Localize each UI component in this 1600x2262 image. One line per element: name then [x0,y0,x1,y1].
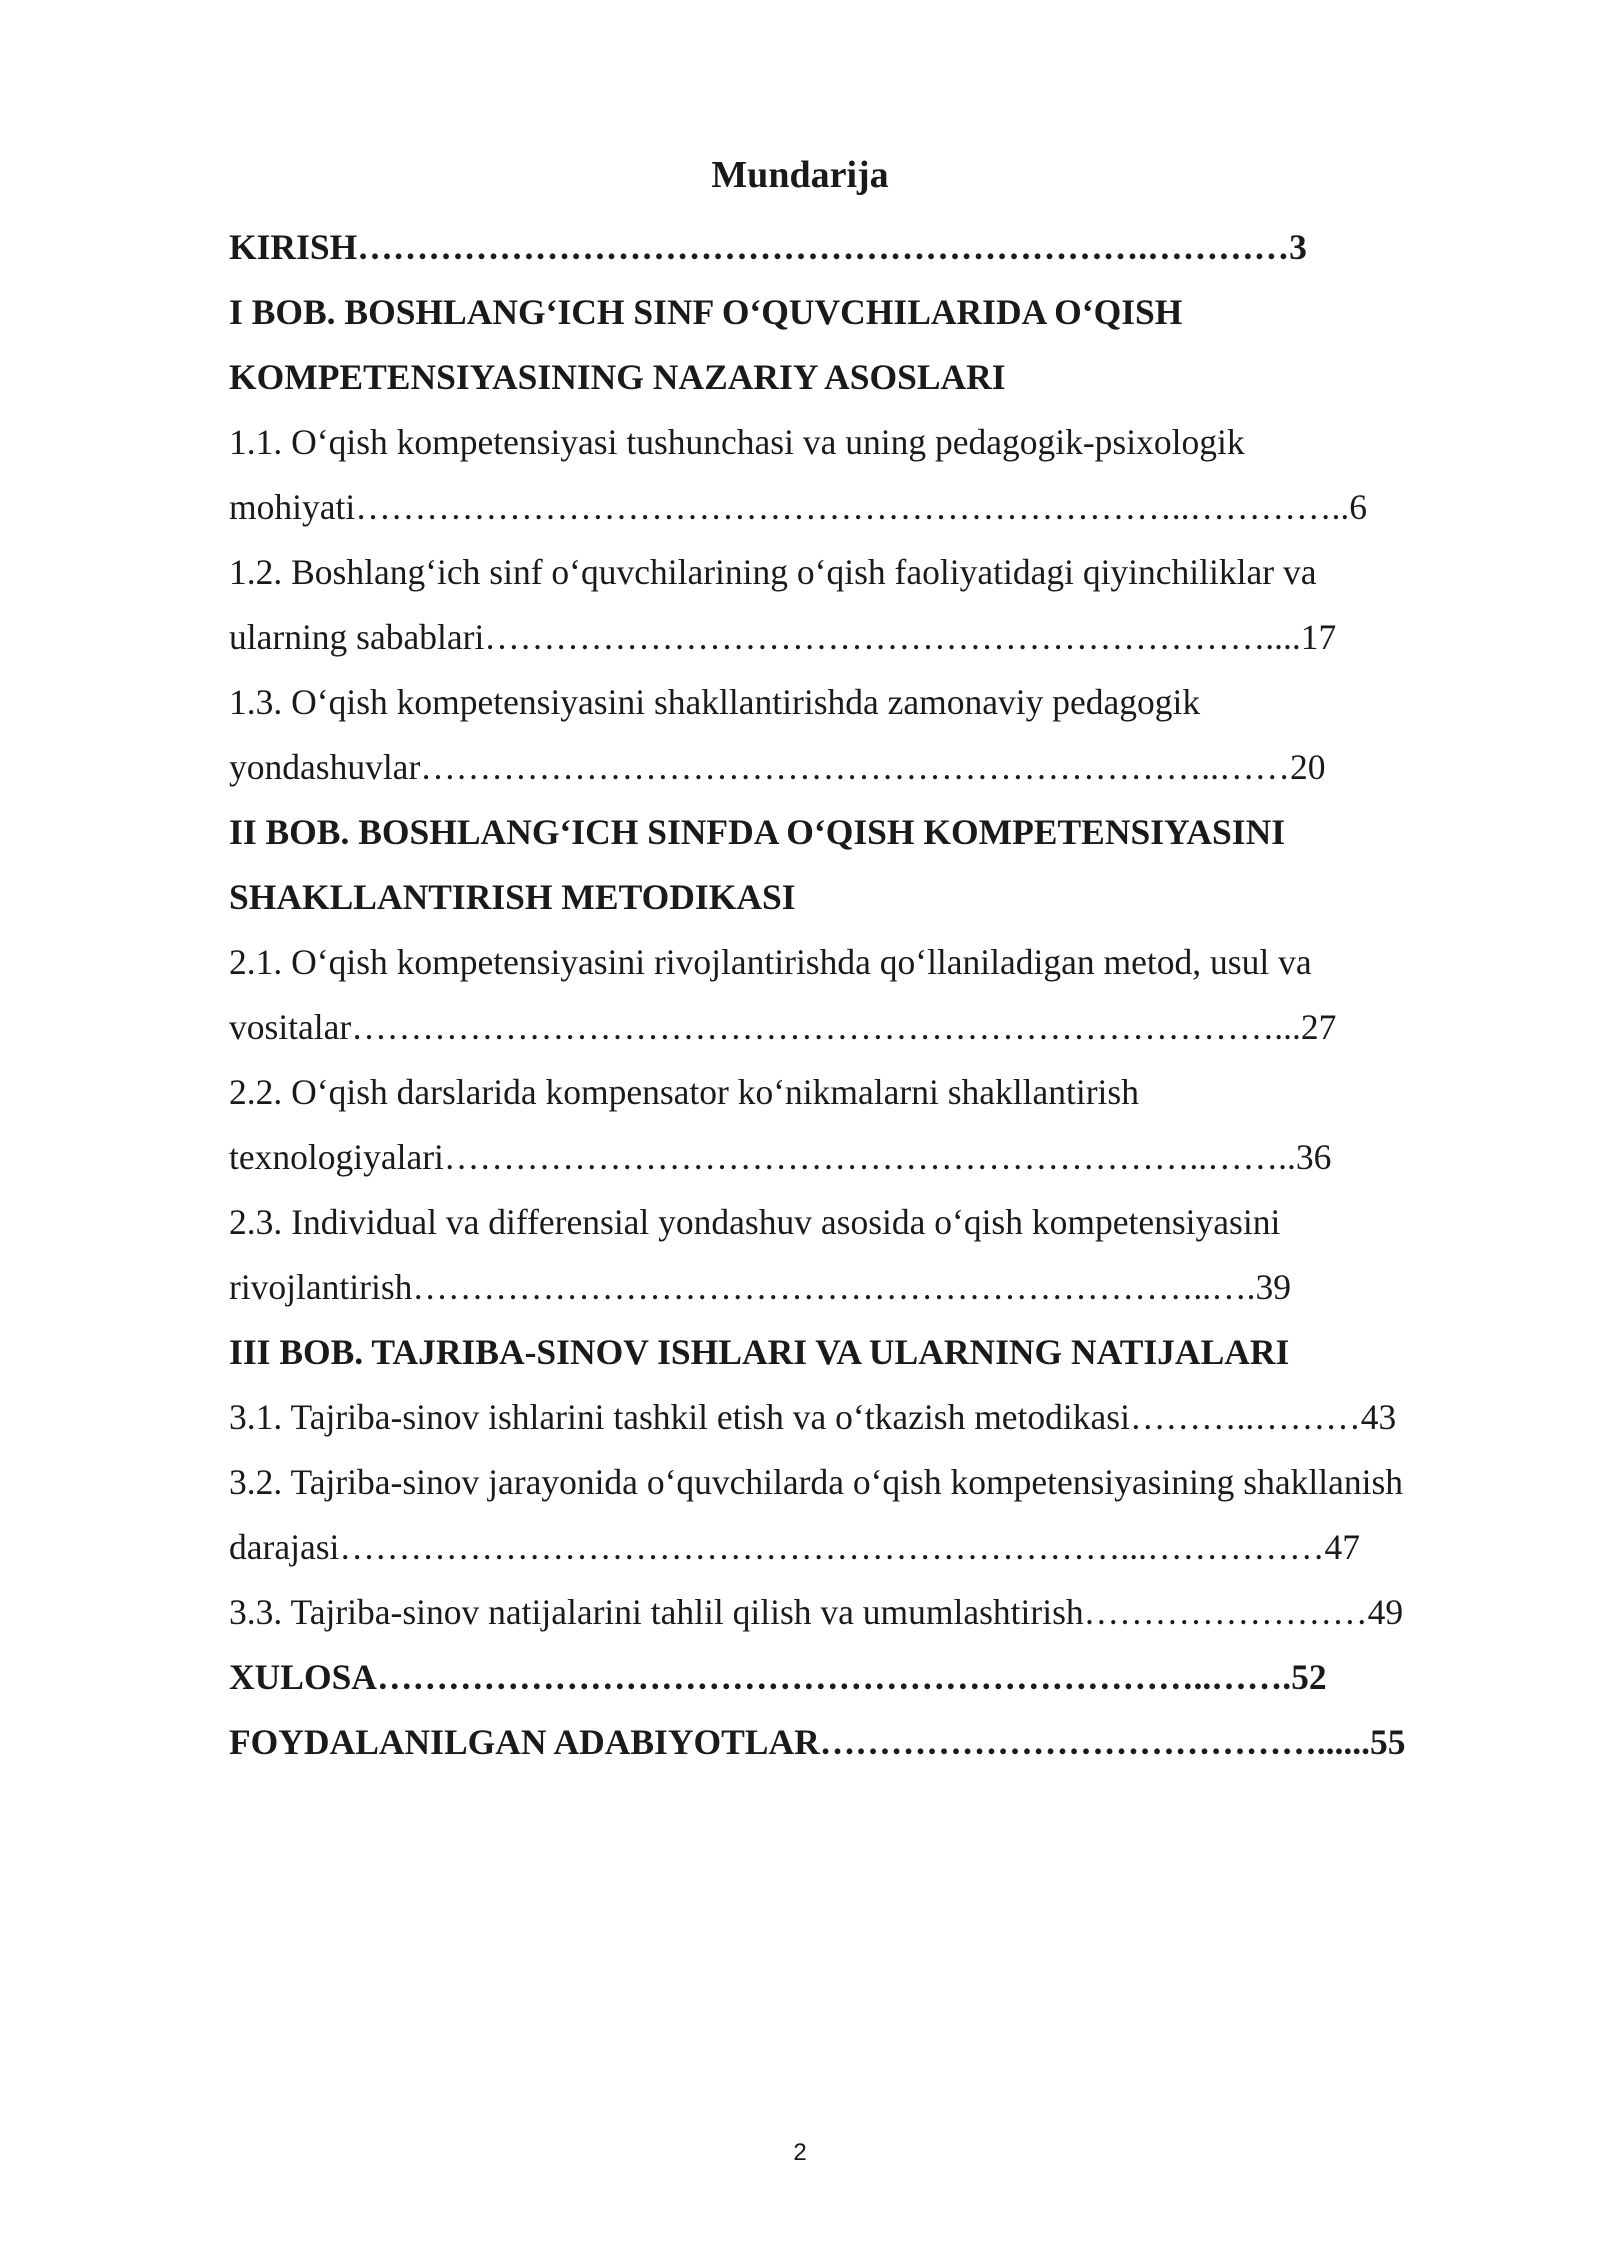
toc-line: 1.2. Boshlang‘ich sinf o‘quvchilarining o‘qish faoliyatidagi qiyinchiliklar va [229,552,1317,592]
toc-line: 2.1. O‘qish kompetensiyasini rivojlantirishda qo‘llaniladigan metod, usul va [229,942,1312,982]
toc-line: darajasi…………………………………………………………...……………47 [229,1527,1361,1567]
toc-line: mohiyati……………………………………………………………..…………..6 [229,487,1367,527]
toc-line: yondashuvlar…………………………………………………………..……20 [229,747,1326,787]
toc-line: FOYDALANILGAN ADABIYOTLAR……………………………………......55 [229,1722,1406,1762]
toc-line: 1.1. O‘qish kompetensiyasi tushunchasi va uning pedagogik-psixologik [229,422,1245,462]
page-number: 2 [793,2139,807,2166]
toc-line: KOMPETENSIYASINING NAZARIY ASOSLARI [229,357,1006,397]
toc-line: 3.1. Tajriba-sinov ishlarini tashkil etish va o‘tkazish metodikasi………..………43 [229,1397,1397,1437]
toc-line: rivojlantirish…………………………………………………………..….39 [229,1267,1292,1307]
table-of-contents [229,215,1479,1775]
toc-line: II BOB. BOSHLANG‘ICH SINFDA O‘QISH KOMPETENSIYASINI [229,812,1286,852]
toc-title: Mundarija [711,154,889,196]
toc-line: 2.3. Individual va differensial yondashuv asosida o‘qish kompetensiyasini [229,1202,1281,1242]
toc-line: KIRISH………………………………………………………….…………3 [229,227,1307,267]
toc-line: III BOB. TAJRIBA-SINOV ISHLARI VA ULARNING NATIJALARI [229,1332,1290,1372]
toc-line: vositalar……………………………………………………………………...27 [229,1007,1337,1047]
toc-line: I BOB. BOSHLANG‘ICH SINF O‘QUVCHILARIDA O‘QISH [229,292,1183,332]
toc-line: 3.2. Tajriba-sinov jarayonida o‘quvchilarda o‘qish kompetensiyasining shakllanish [229,1462,1404,1502]
toc-line: SHAKLLANTIRISH METODIKASI [229,877,796,917]
toc-line: 3.3. Tajriba-sinov natijalarini tahlil qilish va umumlashtirish……………………49 [229,1592,1404,1632]
toc-line: XULOSA……………………………………………………………..…….52 [229,1657,1327,1697]
toc-line: 2.2. O‘qish darslarida kompensator ko‘nikmalarni shakllantirish [229,1072,1139,1112]
toc-line: 1.3. O‘qish kompetensiyasini shakllantirishda zamonaviy pedagogik [229,682,1201,722]
toc-line: ularning sabablari…………………………………………………………....17 [229,617,1337,657]
toc-line: texnologiyalari………………………………………………………..……..36 [229,1137,1332,1177]
